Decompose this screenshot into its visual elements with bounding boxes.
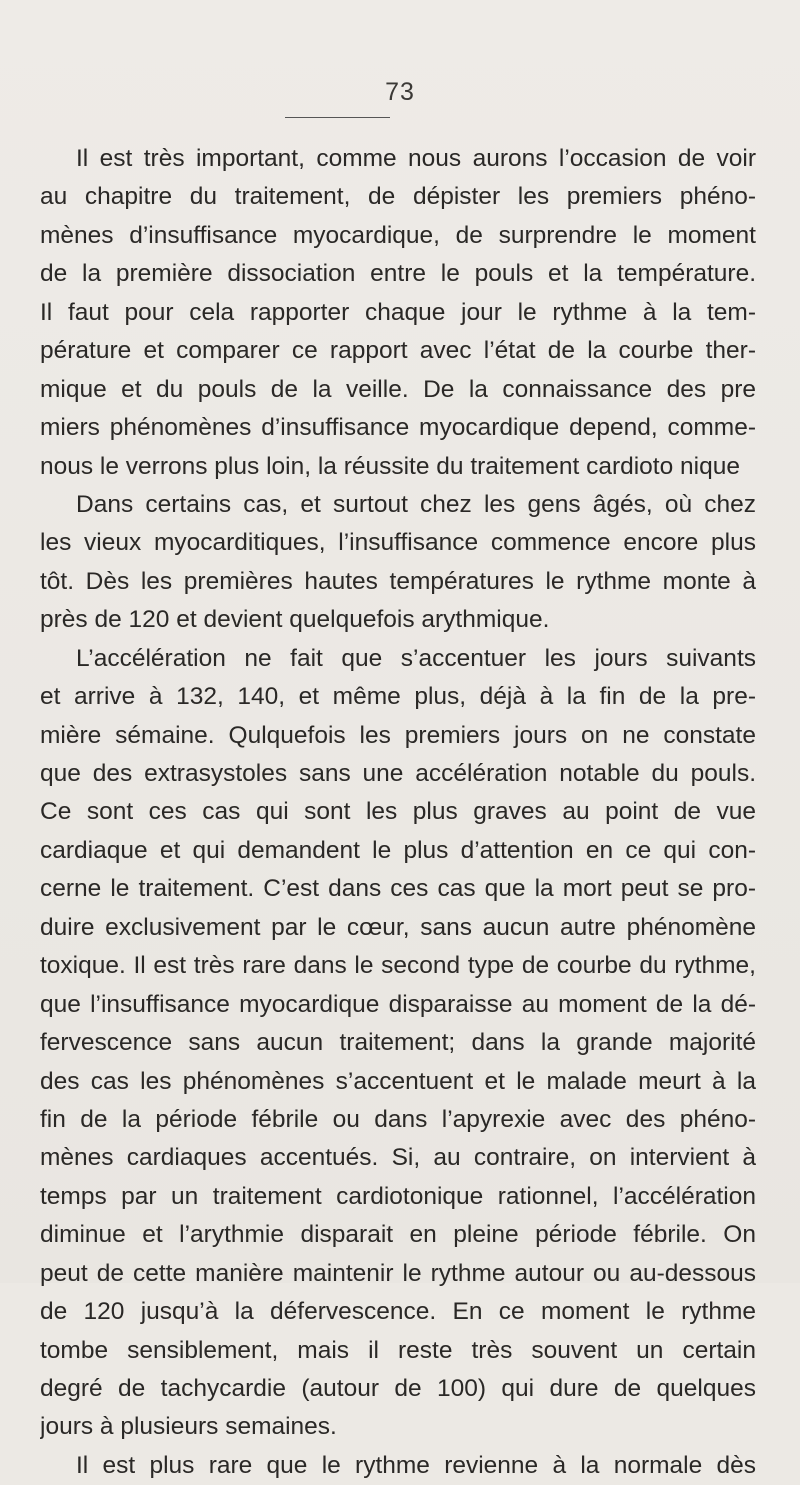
body-text [40,140,756,1485]
text-line: fin de la période fébrile ou dans l’apyrexie avec des phéno- [40,1105,756,1133]
text-line: au chapitre du traitement, de dépister les premiers phéno- [40,183,756,211]
text-line: miers phénomènes d’insuffisance myocardique depend, comme- [40,414,756,442]
text-line: Il faut pour cela rapporter chaque jour le rythme à la tem- [40,298,756,326]
text-line: Il est très important, comme nous aurons l’occasion de voir [76,145,756,172]
text-line: tombe sensiblement, mais il reste très souvent un certain [40,1336,756,1364]
text-line: et arrive à 132, 140, et même plus, déjà à la fin de la pre- [40,683,756,711]
text-line: près de 120 et devient quelquefois arythmique. [40,606,550,634]
text-line: fervescence sans aucun traitement; dans la grande majorité [40,1029,756,1057]
header-rule [285,117,390,118]
text-line: Dans certains cas, et surtout chez les gens âgés, où chez [76,490,756,518]
text-line: duire exclusivement par le cœur, sans aucun autre phénomène [40,913,756,941]
text-line: des cas les phénomènes s’accentuent et le malade meurt à la [40,1067,756,1095]
text-line: degré de tachycardie (autour de 100) qui dure de quelques [40,1375,756,1402]
text-line: mique et du pouls de la veille. De la connaissance des pre [40,375,756,403]
text-line: mènes cardiaques accentués. Si, au contraire, on intervient à [40,1144,756,1172]
text-line: jours à plusieurs semaines. [40,1413,337,1441]
text-line: de 120 jusqu’à la défervescence. En ce moment le rythme [40,1298,756,1326]
text-line: tôt. Dès les premières hautes températures le rythme monte à [40,567,756,595]
page-number: 73 [385,78,415,106]
text-line: cardiaque et qui demandent le plus d’attention en ce qui con- [40,836,756,864]
text-line: nous le verrons plus loin, la réussite du traitement cardioto nique [40,452,740,480]
text-line: temps par un traitement cardiotonique rationnel, l’accélération [40,1182,756,1210]
text-line: de la première dissociation entre le pouls et la température. [40,260,756,288]
text-line: mènes d’insuffisance myocardique, de surprendre le moment [40,221,756,249]
text-line: Ce sont ces cas qui sont les plus graves au point de vue [40,798,756,826]
text-line: L’accélération ne fait que s’accentuer les jours suivants [76,644,756,672]
text-line: mière sémaine. Qulquefois les premiers jours on ne constate [40,721,756,749]
text-line: que des extrasystoles sans une accélération notable du pouls. [40,760,756,787]
text-line: Il est plus rare que le rythme revienne à la normale dès [76,1451,756,1479]
text-line: pérature et comparer ce rapport avec l’état de la courbe ther- [40,337,756,365]
text-line: peut de cette manière maintenir le rythme autour ou au-dessous [40,1259,756,1287]
text-line: diminue et l’arythmie disparait en pleine période fébrile. On [40,1221,756,1249]
text-line: toxique. Il est très rare dans le second type de courbe du rythme, [40,952,756,980]
text-line: les vieux myocarditiques, l’insuffisance commence encore plus [40,529,756,557]
text-line: que l’insuffisance myocardique disparaisse au moment de la dé- [40,990,756,1018]
text-line: cerne le traitement. C’est dans ces cas que la mort peut se pro- [40,875,756,903]
